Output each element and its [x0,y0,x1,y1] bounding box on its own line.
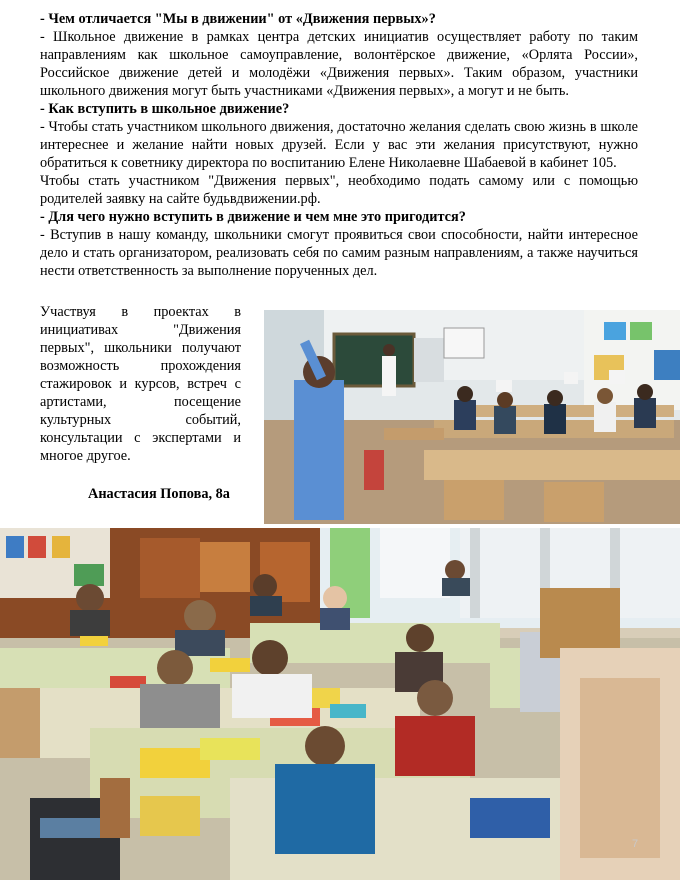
answer-2: - Чтобы стать участником школьного движения, достаточно желания сделать свою жизнь в школе интереснее и желание найти новых друзей. Если у вас эти желания присутствуют, нужно обратиться к советнику директора по воспитанию Елене Николаевне Шабаевой в кабинет 105. [40,119,638,171]
question-1: - Чем отличается "Мы в движении" от «Движения первых»? [40,11,436,27]
page-number: 7 [632,838,639,850]
answer-2-continued: Чтобы стать участником "Движения первых", необходимо подать самому или с помощью родителей заявку на сайте будьвдвижении.рф. [40,173,638,207]
answer-3-sidebar-paragraph [40,303,241,465]
classroom-photo-2 [0,528,680,880]
classroom-photo-1 [264,310,680,524]
question-3: - Для чего нужно вступить в движение и чем мне это пригодится? [40,209,466,225]
answer-1: - Школьное движение в рамках центра детских инициатив осуществляет работу по таким направлениям как школьное самоуправление, волонтёрское движение, «Орлята России», Российское движение детей и молодёжи «Движения первых». Таким образом, участники школьного движения могут быть участниками «Движения первых», а могут и не быть. [40,29,638,99]
article-text [40,10,638,280]
answer-3-continued: Участвуя в проектах в инициативах "Движения первых", школьники получают возможность прохождения стажировок и курсов, встреч с артистами, посещение культурных событий, консультации с экспертами и многое другое. [40,304,241,464]
answer-3: - Вступив в нашу команду, школьники смогут проявиться свои способности, найти интересное дело и стать организатором, реализовать себя по самим разным направлениям, а также научиться нести ответственность за выполнение порученных дел. [40,227,638,279]
author-signature: Анастасия Попова, 8а [88,486,230,502]
question-2: - Как вступить в школьное движение? [40,101,290,117]
